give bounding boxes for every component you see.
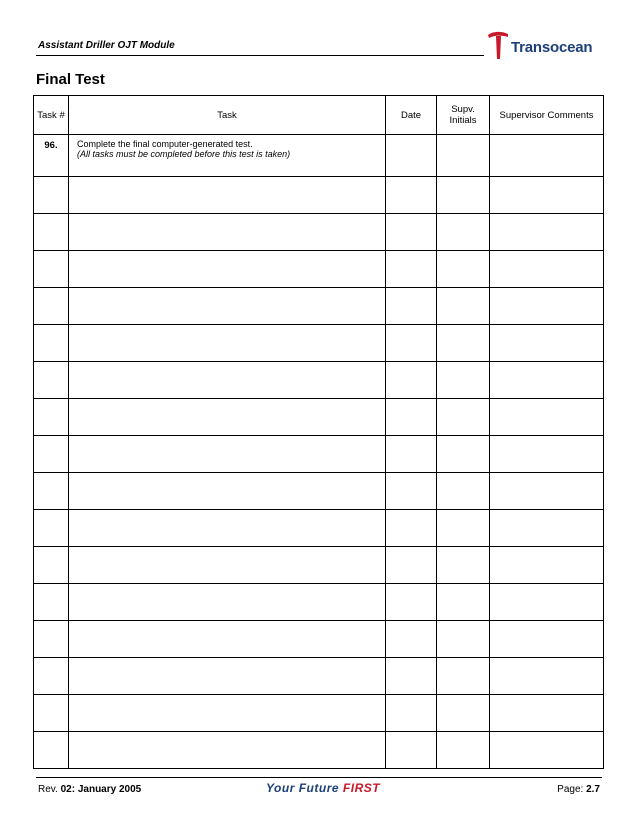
task-number-cell[interactable] — [34, 177, 69, 214]
table-row — [34, 399, 604, 436]
initials-cell[interactable] — [437, 695, 490, 732]
page-label: Page: — [557, 784, 584, 795]
task-description-cell[interactable] — [69, 732, 386, 769]
initials-cell[interactable] — [437, 621, 490, 658]
comments-cell[interactable] — [490, 135, 604, 177]
page-title: Final Test — [36, 71, 105, 88]
supv-header-line1: Supv. — [451, 104, 475, 115]
comments-cell[interactable] — [490, 732, 604, 769]
task-number-cell[interactable] — [34, 547, 69, 584]
table-row — [34, 325, 604, 362]
table-row — [34, 436, 604, 473]
date-cell[interactable] — [386, 362, 437, 399]
comments-cell[interactable] — [490, 177, 604, 214]
module-title: Assistant Driller OJT Module — [38, 40, 175, 51]
task-number-cell[interactable] — [34, 288, 69, 325]
column-header-date: Date — [386, 96, 437, 135]
task-description-cell[interactable] — [69, 214, 386, 251]
table-row — [34, 732, 604, 769]
task-description-cell[interactable] — [69, 695, 386, 732]
task-number-cell[interactable] — [34, 436, 69, 473]
table-row — [34, 658, 604, 695]
comments-cell[interactable] — [490, 325, 604, 362]
task-number-cell[interactable] — [34, 325, 69, 362]
date-cell[interactable] — [386, 325, 437, 362]
table-row — [34, 584, 604, 621]
initials-cell[interactable] — [437, 510, 490, 547]
task-number-cell[interactable] — [34, 251, 69, 288]
comments-cell[interactable] — [490, 695, 604, 732]
header-divider — [36, 55, 484, 56]
footer-divider — [36, 777, 602, 778]
comments-cell[interactable] — [490, 251, 604, 288]
initials-cell[interactable] — [437, 135, 490, 177]
comments-cell[interactable] — [490, 399, 604, 436]
comments-cell[interactable] — [490, 362, 604, 399]
task-description-cell[interactable] — [69, 177, 386, 214]
date-cell[interactable] — [386, 658, 437, 695]
task-description-cell[interactable] — [69, 436, 386, 473]
initials-cell[interactable] — [437, 177, 490, 214]
comments-cell[interactable] — [490, 436, 604, 473]
column-header-task: Task — [69, 96, 386, 135]
initials-cell[interactable] — [437, 547, 490, 584]
task-number-cell[interactable] — [34, 399, 69, 436]
comments-cell[interactable] — [490, 621, 604, 658]
initials-cell[interactable] — [437, 251, 490, 288]
table-row — [34, 177, 604, 214]
column-header-supervisor-initials — [437, 96, 490, 135]
task-description-cell[interactable] — [69, 621, 386, 658]
initials-cell[interactable] — [437, 288, 490, 325]
comments-cell[interactable] — [490, 288, 604, 325]
date-cell[interactable] — [386, 177, 437, 214]
date-cell[interactable] — [386, 288, 437, 325]
initials-cell[interactable] — [437, 325, 490, 362]
comments-cell[interactable] — [490, 658, 604, 695]
table-row — [34, 695, 604, 732]
slogan-part1: Your Future — [266, 781, 340, 795]
logo-wordmark: Transocean — [511, 39, 593, 56]
transocean-logo-icon — [486, 30, 512, 62]
transocean-logo — [486, 30, 604, 62]
initials-cell[interactable] — [437, 214, 490, 251]
task-note: (All tasks must be completed before this test is taken) — [77, 149, 291, 159]
comments-cell[interactable] — [490, 547, 604, 584]
initials-cell[interactable] — [437, 362, 490, 399]
comments-cell[interactable] — [490, 473, 604, 510]
task-number-cell[interactable] — [34, 362, 69, 399]
task-number-cell[interactable] — [34, 732, 69, 769]
date-cell[interactable] — [386, 732, 437, 769]
slogan-part2: FIRST — [342, 781, 381, 795]
initials-cell[interactable] — [437, 436, 490, 473]
comments-cell[interactable] — [490, 214, 604, 251]
task-number-cell[interactable] — [34, 584, 69, 621]
date-cell[interactable] — [386, 135, 437, 177]
page-value: 2.7 — [586, 784, 600, 795]
table-row — [34, 288, 604, 325]
date-cell[interactable] — [386, 214, 437, 251]
revision-value: 02: January 2005 — [60, 784, 142, 795]
date-cell[interactable] — [386, 584, 437, 621]
task-table — [33, 95, 604, 769]
task-description-cell[interactable] — [69, 399, 386, 436]
task-number-cell: 96. — [34, 135, 69, 177]
table-row — [34, 135, 604, 177]
initials-cell[interactable] — [437, 732, 490, 769]
task-description-cell[interactable] — [69, 547, 386, 584]
task-description: Complete the final computer-generated test. — [77, 139, 253, 149]
task-description-cell — [69, 135, 386, 177]
page-number — [557, 784, 600, 795]
initials-cell[interactable] — [437, 473, 490, 510]
task-description-cell[interactable] — [69, 251, 386, 288]
task-description-cell[interactable] — [69, 584, 386, 621]
task-description-cell[interactable] — [69, 362, 386, 399]
task-description-cell[interactable] — [69, 510, 386, 547]
task-description-cell[interactable] — [69, 325, 386, 362]
task-number-cell[interactable] — [34, 214, 69, 251]
table-row — [34, 214, 604, 251]
table-row — [34, 510, 604, 547]
task-description-cell[interactable] — [69, 473, 386, 510]
date-cell[interactable] — [386, 399, 437, 436]
date-cell[interactable] — [386, 547, 437, 584]
column-header-task-number: Task # — [34, 96, 69, 135]
revision-label: Rev. — [38, 784, 58, 795]
initials-cell[interactable] — [437, 584, 490, 621]
comments-cell[interactable] — [490, 584, 604, 621]
initials-cell[interactable] — [437, 658, 490, 695]
table-row — [34, 362, 604, 399]
date-cell[interactable] — [386, 695, 437, 732]
task-number-cell[interactable] — [34, 510, 69, 547]
supv-header-line2: Initials — [449, 115, 477, 126]
task-number-cell[interactable] — [34, 695, 69, 732]
slogan — [266, 781, 380, 795]
date-cell[interactable] — [386, 436, 437, 473]
table-row — [34, 621, 604, 658]
initials-cell[interactable] — [437, 399, 490, 436]
table-row — [34, 251, 604, 288]
revision-info — [38, 784, 141, 795]
task-description-cell[interactable] — [69, 288, 386, 325]
task-number-cell[interactable] — [34, 473, 69, 510]
column-header-supervisor-comments: Supervisor Comments — [490, 96, 604, 135]
date-cell[interactable] — [386, 621, 437, 658]
task-number-cell[interactable] — [34, 621, 69, 658]
date-cell[interactable] — [386, 473, 437, 510]
table-row — [34, 547, 604, 584]
date-cell[interactable] — [386, 251, 437, 288]
task-number-cell[interactable] — [34, 658, 69, 695]
task-description-cell[interactable] — [69, 658, 386, 695]
date-cell[interactable] — [386, 510, 437, 547]
comments-cell[interactable] — [490, 510, 604, 547]
table-row — [34, 473, 604, 510]
